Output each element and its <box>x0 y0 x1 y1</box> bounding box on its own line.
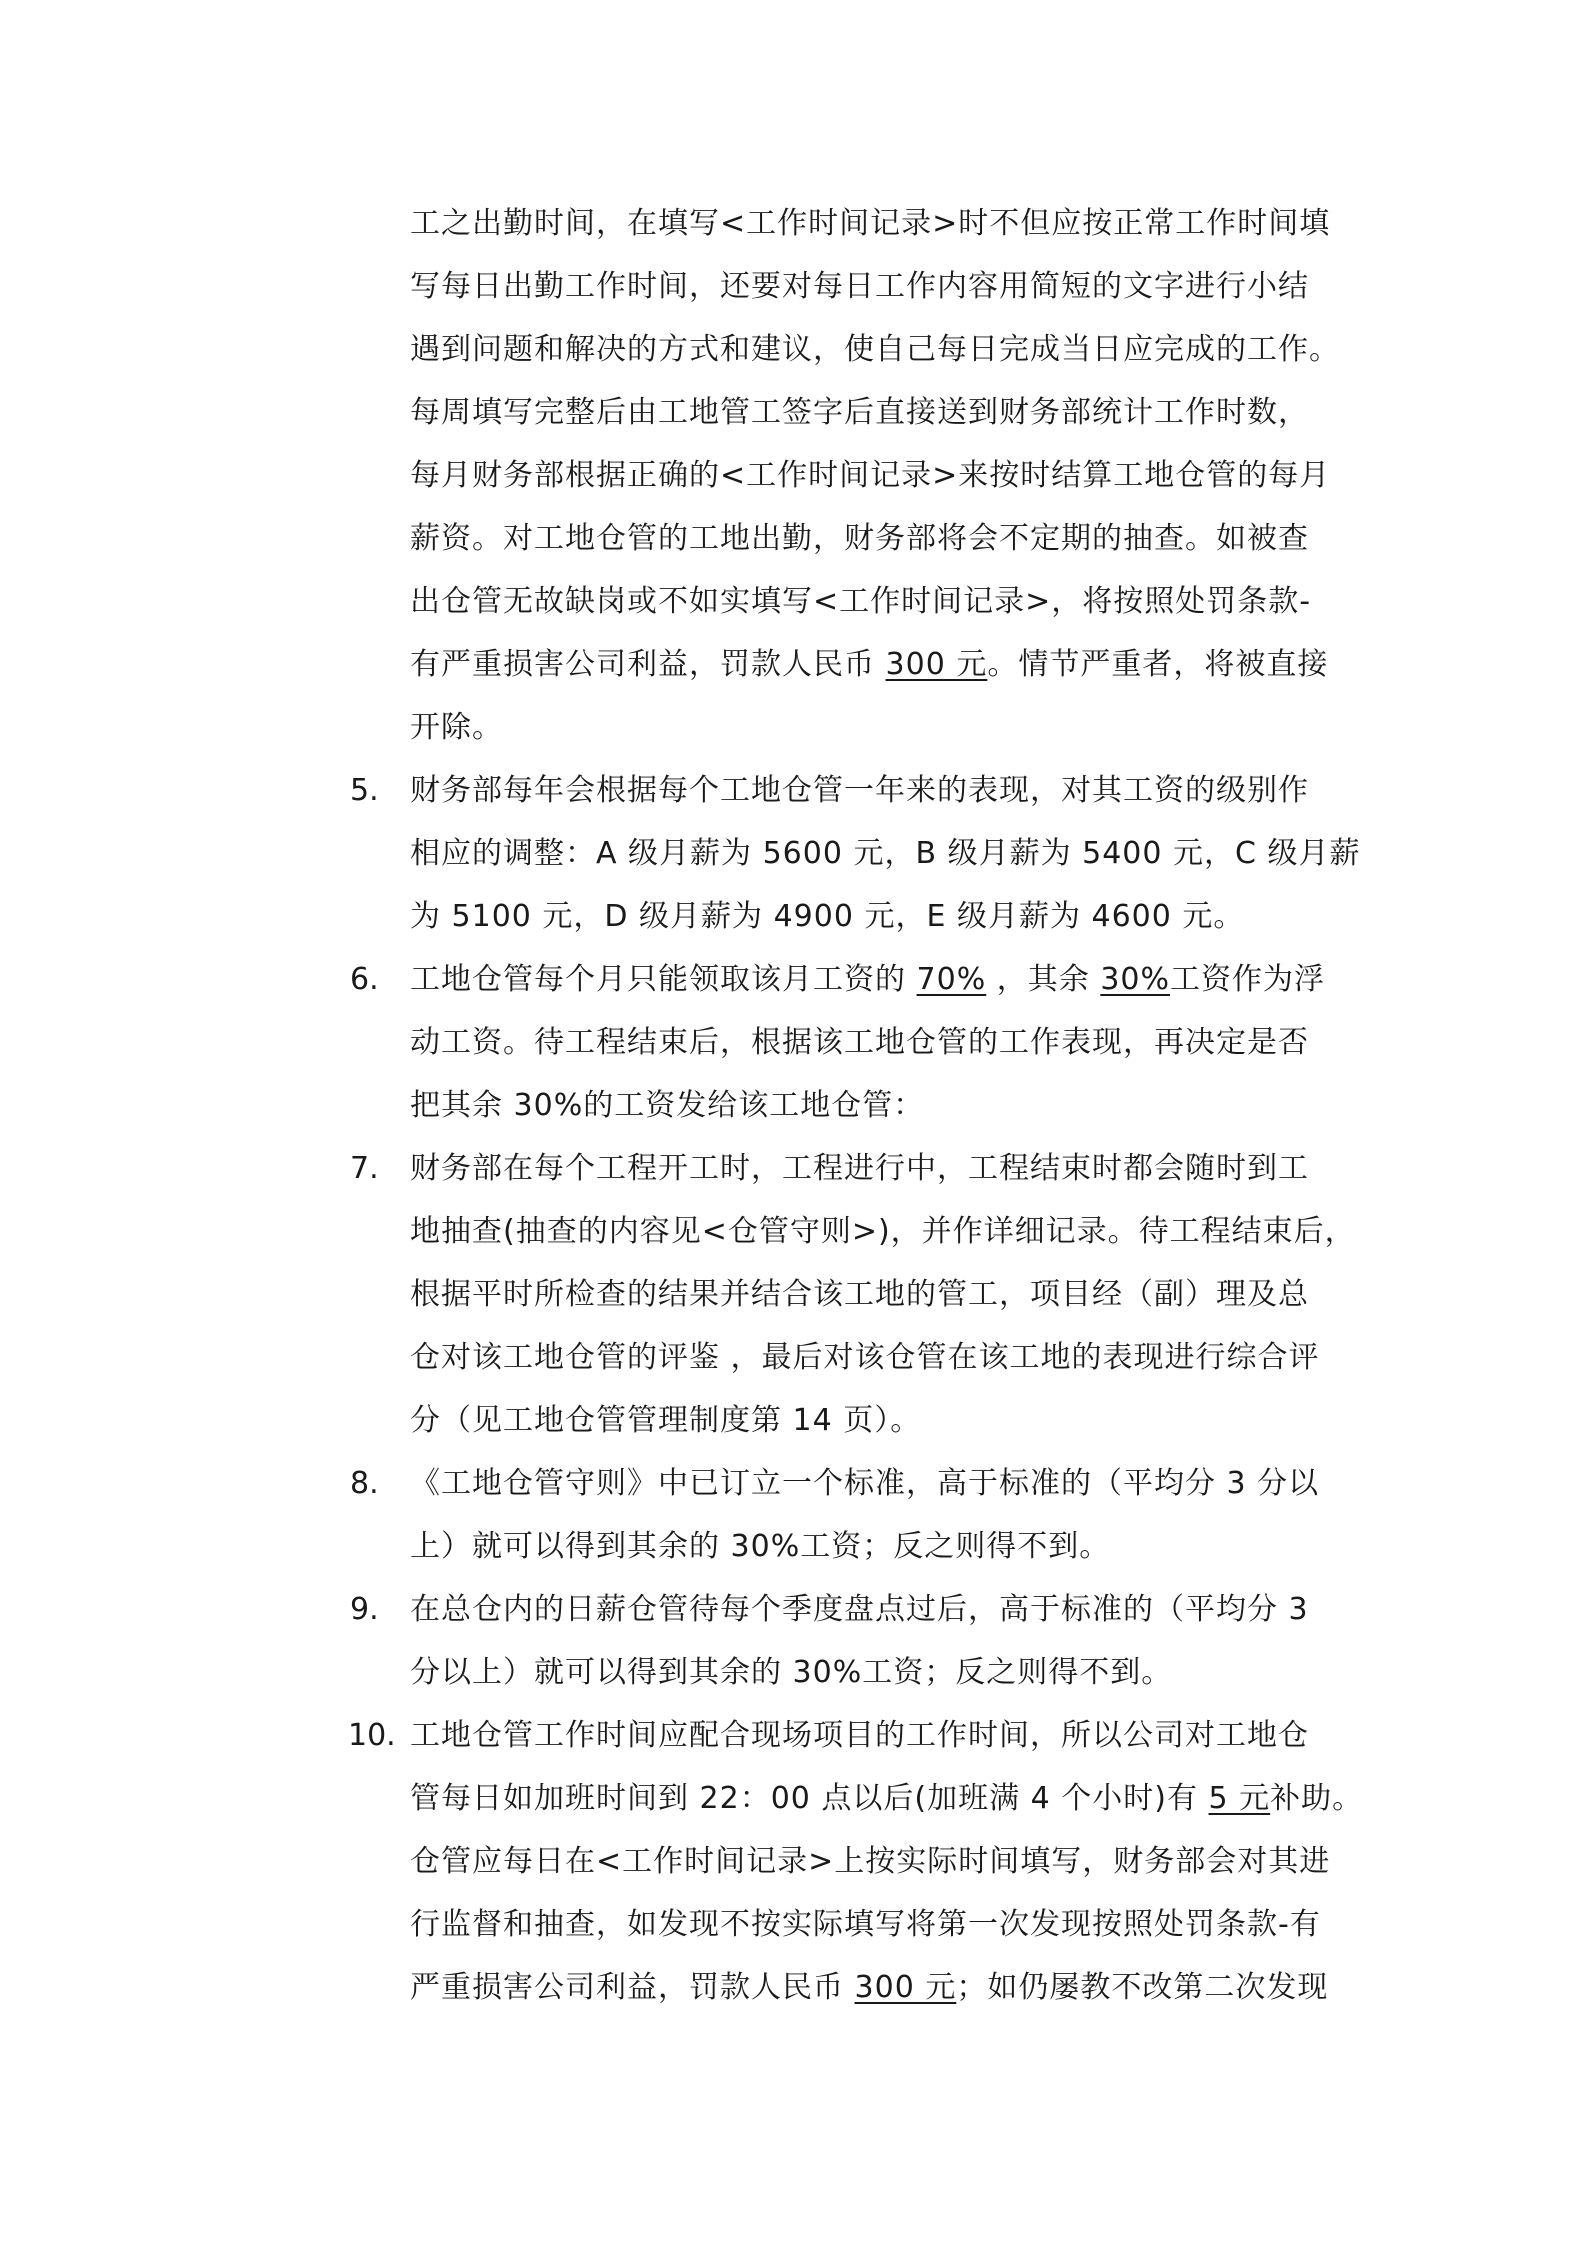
list-number: 8. <box>350 1466 379 1501</box>
text-line: 每月财务部根据正确的<工作时间记录>来按时结算工地仓管的每月 <box>410 458 1331 493</box>
text-line: 上）就可以得到其余的 30%工资；反之则得不到。 <box>410 1529 1111 1564</box>
list-number: 9. <box>350 1592 379 1627</box>
percent-paid: 70% <box>916 962 987 997</box>
list-number: 10. <box>348 1718 396 1753</box>
text-line: 财务部在每个工程开工时，工程进行中，工程结束时都会随时到工 <box>410 1151 1309 1186</box>
text-line: 仓管应每日在<工作时间记录>上按实际时间填写，财务部会对其进 <box>410 1844 1331 1879</box>
list-item-7 <box>350 1137 1356 1452</box>
text-line <box>410 948 1345 1011</box>
list-item-10 <box>348 1704 1364 2019</box>
list-number: 7. <box>350 1151 379 1186</box>
text-line: 每周填写完整后由工地管工签字后直接送到财务部统计工作时数， <box>410 395 1309 430</box>
text-segment: 管每日如加班时间到 22：00 点以后(加班满 4 个小时)有 <box>410 1781 1209 1816</box>
percent-floating: 30% <box>1100 962 1170 997</box>
text-line: 分以上）就可以得到其余的 30%工资；反之则得不到。 <box>410 1655 1173 1690</box>
list-item-9 <box>350 1578 1345 1704</box>
text-line: 动工资。待工程结束后，根据该工地仓管的工作表现，再决定是否 <box>410 1025 1309 1060</box>
text-segment: 工资作为浮 <box>1170 962 1325 997</box>
text-line: 相应的调整：A 级月薪为 5600 元，B 级月薪为 5400 元，C 级月薪 <box>410 836 1361 871</box>
text-line: 工之出勤时间，在填写<工作时间记录>时不但应按正常工作时间填 <box>410 206 1331 241</box>
text-line: 写每日出勤工作时间，还要对每日工作内容用简短的文字进行小结 <box>410 269 1309 304</box>
text-line: 根据平时所检查的结果并结合该工地的管工，项目经（副）理及总 <box>410 1277 1309 1312</box>
list-item-6 <box>350 948 1345 1137</box>
fine-amount: 300 元 <box>854 1970 957 2005</box>
text-segment: 有严重损害公司利益，罚款人民币 <box>410 647 886 682</box>
text-segment: 严重损害公司利益，罚款人民币 <box>410 1970 855 2005</box>
text-line: 仓对该工地仓管的评鉴 ，最后对该仓管在该工地的表现进行综合评 <box>410 1340 1320 1375</box>
text-line: 《工地仓管守则》中已订立一个标准，高于标准的（平均分 3 分以 <box>410 1466 1320 1501</box>
list-number: 5. <box>350 773 379 808</box>
text-line: 在总仓内的日薪仓管待每个季度盘点过后，高于标准的（平均分 3 <box>410 1592 1309 1627</box>
paragraph-continuation <box>410 192 1345 759</box>
text-segment: ；如仍屡教不改第二次发现 <box>956 1970 1329 2005</box>
text-line <box>410 1956 1345 2019</box>
text-line: 财务部每年会根据每个工地仓管一年来的表现，对其工资的级别作 <box>410 773 1309 808</box>
list-item-5 <box>350 759 1361 948</box>
document-body <box>348 192 1364 2019</box>
subsidy-amount: 5 元 <box>1208 1781 1271 1816</box>
text-segment: 工地仓管每个月只能领取该月工资的 <box>410 962 917 997</box>
text-segment: 补助。 <box>1270 1781 1364 1816</box>
fine-amount: 300 元 <box>885 647 988 682</box>
list-item-8 <box>350 1452 1345 1578</box>
text-line: 遇到问题和解决的方式和建议，使自己每日完成当日应完成的工作。 <box>410 332 1340 367</box>
text-line: 开除。 <box>410 710 503 745</box>
text-line: 薪资。对工地仓管的工地出勤，财务部将会不定期的抽查。如被查 <box>410 521 1309 556</box>
text-line: 出仓管无故缺岗或不如实填写<工作时间记录>，将按照处罚条款- <box>410 584 1312 619</box>
list-number: 6. <box>350 962 379 997</box>
text-line: 分（见工地仓管管理制度第 14 页）。 <box>410 1403 922 1438</box>
text-segment: ，其余 <box>986 962 1101 997</box>
text-line: 工地仓管工作时间应配合现场项目的工作时间，所以公司对工地仓 <box>410 1718 1309 1753</box>
text-segment: 。情节严重者，将被直接 <box>987 647 1329 682</box>
text-line <box>410 633 1345 696</box>
text-line: 把其余 30%的工资发给该工地仓管： <box>410 1088 925 1123</box>
text-line: 为 5100 元，D 级月薪为 4900 元，E 级月薪为 4600 元。 <box>410 899 1245 934</box>
text-line: 行监督和抽查，如发现不按实际填写将第一次发现按照处罚条款-有 <box>410 1907 1321 1942</box>
text-line <box>410 1767 1364 1830</box>
text-line: 地抽查(抽查的内容见<仓管守则>)，并作详细记录。待工程结束后， <box>410 1214 1356 1249</box>
